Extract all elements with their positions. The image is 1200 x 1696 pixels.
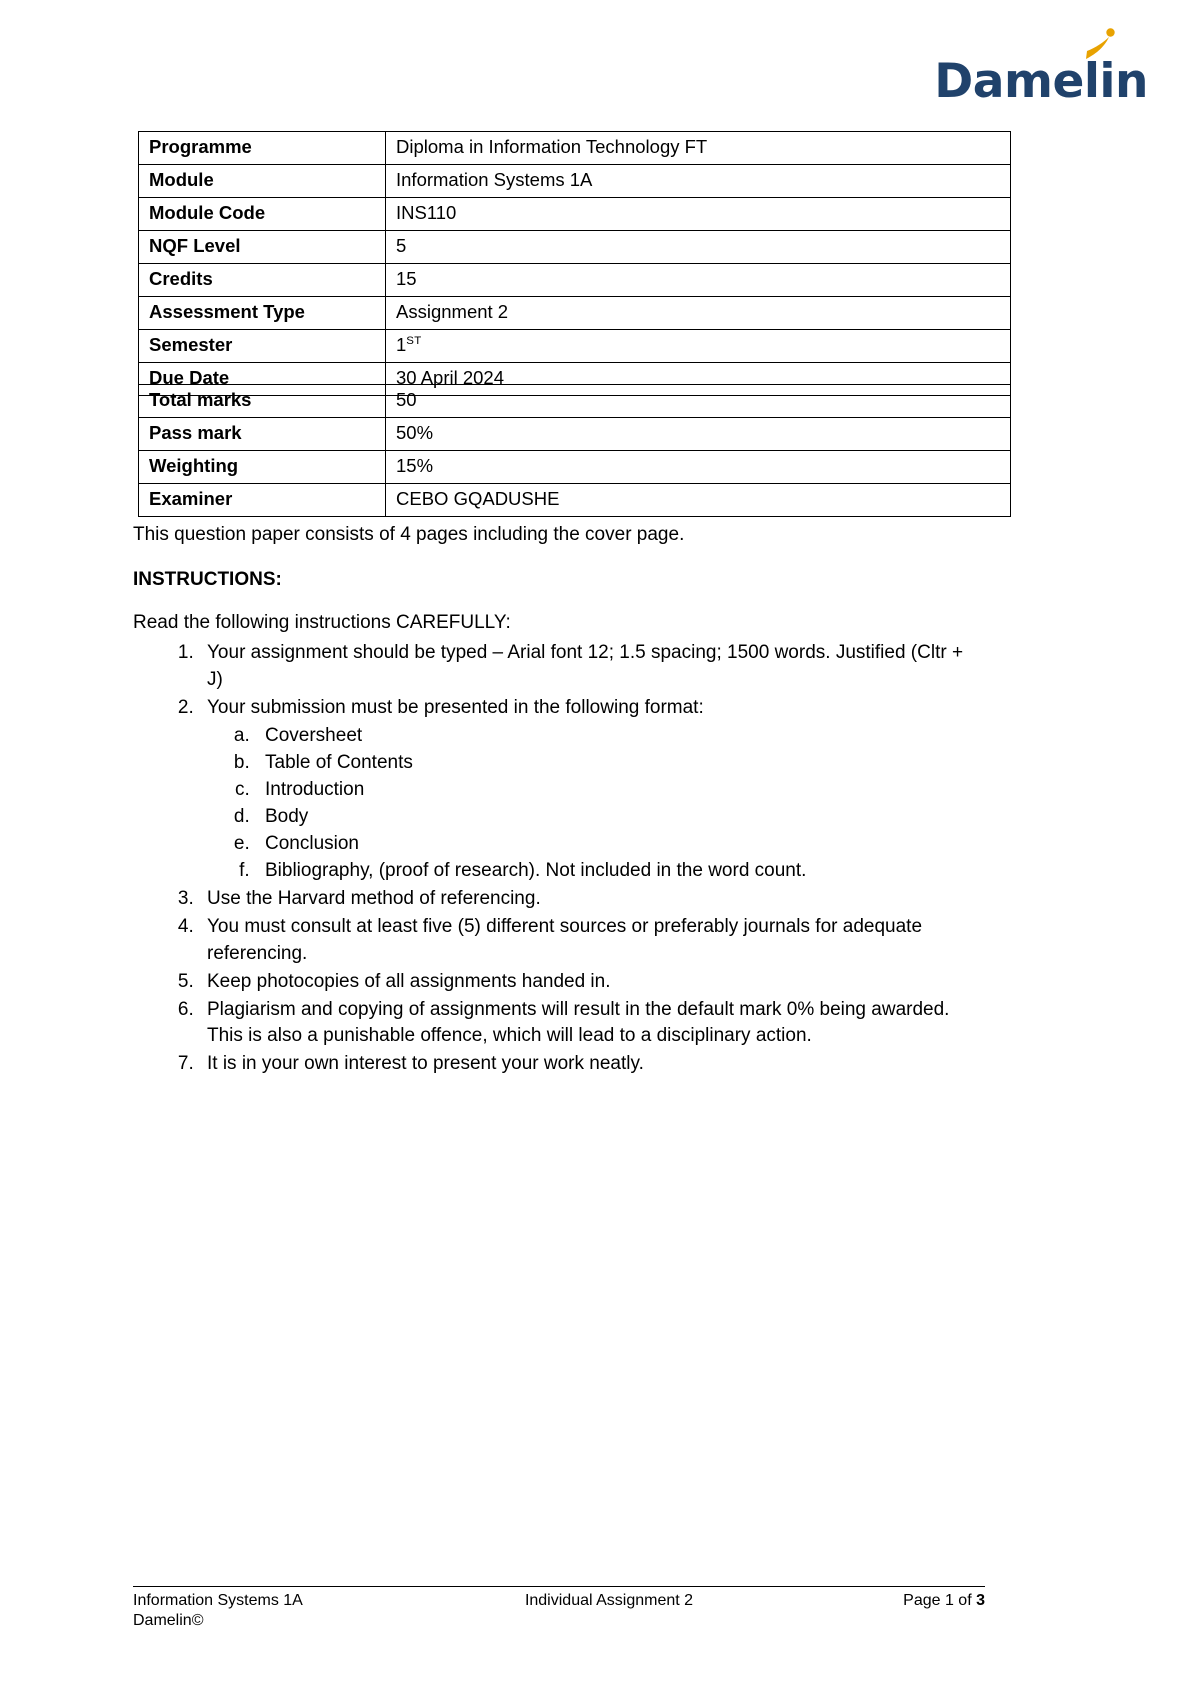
row-key: NQF Level (139, 231, 386, 264)
row-key: Examiner (139, 484, 386, 517)
list-item: d. Body (255, 804, 983, 831)
row-key: Assessment Type (139, 297, 386, 330)
row-key: Total marks (139, 385, 386, 418)
page-count-note: This question paper consists of 4 pages including the cover page. (133, 524, 685, 545)
row-key: Module Code (139, 198, 386, 231)
marks-info-table (138, 384, 1011, 517)
row-key: Credits (139, 264, 386, 297)
footer-module-name: Information Systems 1A (133, 1592, 303, 1609)
logo-wordmark: Damelin (934, 54, 1148, 109)
row-key: Due Date (139, 363, 386, 396)
table-row (139, 330, 1011, 363)
table-row (139, 264, 1011, 297)
footer-assignment-name: Individual Assignment 2 (524, 1592, 694, 1609)
table-row (139, 297, 1011, 330)
row-value: CEBO GQADUSHE (386, 484, 1011, 517)
list-item: b. Table of Contents (255, 750, 983, 777)
list-item (199, 695, 983, 885)
row-value: Assignment 2 (386, 297, 1011, 330)
row-key: Weighting (139, 451, 386, 484)
list-item: f. Bibliography, (proof of research). Not included in the word count. (255, 858, 983, 885)
row-value: 15% (386, 451, 1011, 484)
document-body (133, 522, 983, 1079)
list-item: 5. Keep photocopies of all assignments handed in. (199, 969, 983, 996)
list-item-label: Your submission must be presented in the following format: (207, 696, 704, 718)
row-value: 50% (386, 418, 1011, 451)
footer-page-number (785, 1592, 985, 1610)
row-value: 30 April 2024 (386, 363, 1011, 396)
list-item: 7. It is in your own interest to present your work neatly. (199, 1051, 983, 1078)
table-row (139, 165, 1011, 198)
row-key: Semester (139, 330, 386, 363)
list-item: 3. Use the Harvard method of referencing. (199, 886, 983, 913)
read-instructions-line: Read the following instructions CAREFULLY: (133, 612, 511, 634)
semester-value: 1 (396, 334, 407, 355)
row-key: Pass mark (139, 418, 386, 451)
table-row (139, 451, 1011, 484)
row-value: Diploma in Information Technology FT (386, 132, 1011, 165)
row-value (386, 330, 1011, 363)
table-row (139, 231, 1011, 264)
table-row (139, 198, 1011, 231)
semester-ordinal: ST (406, 334, 422, 347)
list-item: c. Introduction (255, 777, 983, 804)
list-item: a. Coversheet (255, 723, 983, 750)
list-item: 1. Your assignment should be typed – Arial font 12; 1.5 spacing; 1500 words. Justified (Cltr + J) (199, 640, 983, 694)
footer-page-prefix: Page 1 of (903, 1592, 977, 1609)
table-row (139, 385, 1011, 418)
row-key: Module (139, 165, 386, 198)
row-value: 5 (386, 231, 1011, 264)
instructions-list (133, 640, 983, 1079)
list-item: e. Conclusion (255, 831, 983, 858)
table-row (139, 132, 1011, 165)
list-item: 4. You must consult at least five (5) different sources or preferably journals for adequate referencing. (199, 914, 983, 968)
submission-format-list (207, 723, 983, 885)
footer-copyright: Damelin© (133, 1612, 204, 1629)
row-value: 50 (386, 385, 1011, 418)
list-item: 6. Plagiarism and copying of assignments will result in the default mark 0% being awarded. This is also a punishable offence, which will lead to a disciplinary action. (199, 997, 983, 1051)
instructions-heading: INSTRUCTIONS: (133, 568, 282, 590)
damelin-logo (908, 28, 1148, 118)
table-row (139, 418, 1011, 451)
row-key: Programme (139, 132, 386, 165)
row-value: 15 (386, 264, 1011, 297)
assessment-info-table (138, 131, 1011, 396)
page-footer (133, 1586, 985, 1630)
row-value: Information Systems 1A (386, 165, 1011, 198)
footer-page-total: 3 (976, 1592, 985, 1609)
row-value: INS110 (386, 198, 1011, 231)
table-row (139, 484, 1011, 517)
